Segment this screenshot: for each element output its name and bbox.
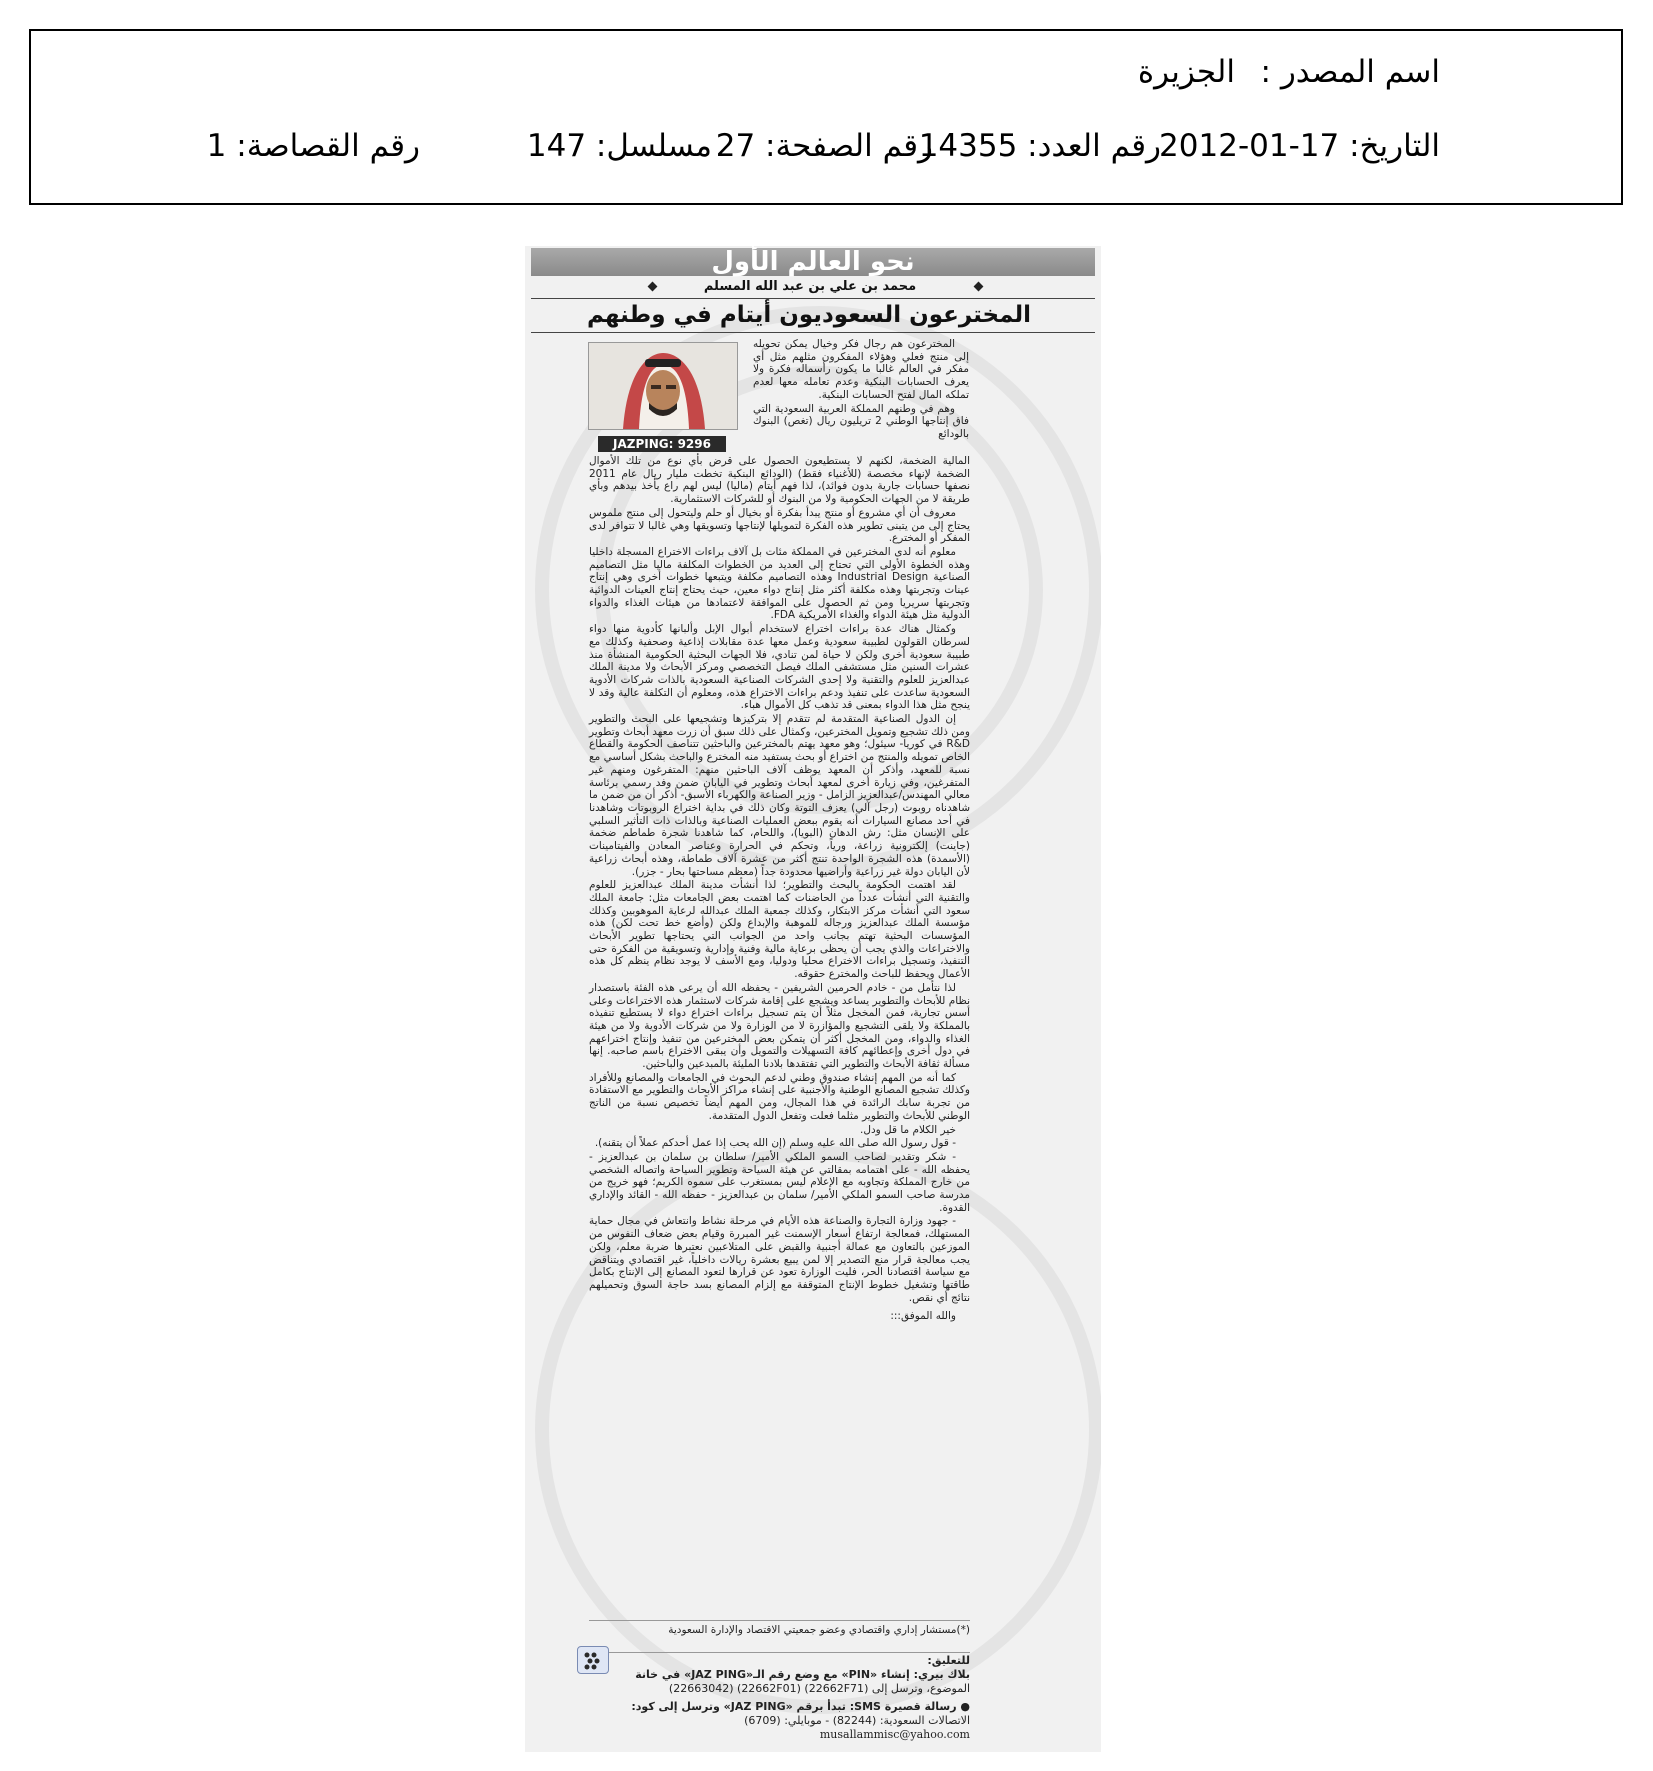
comment-label: للتعليق:: [927, 1654, 970, 1667]
article-headline: المخترعون السعوديون أيتام في وطنهم: [586, 302, 1032, 328]
blackberry-instructions: بلاك بيري: إنشاء «PIN» مع وضع رقم الـ«JAZ PING» في خانة: [635, 1668, 970, 1681]
body-paragraph: وكمثال هناك عدة براءات اختراع لاستخدام أبوال الإبل وألبانها كأدوية منها دواء لسرطان القولون لطبيبة سعودية وعمل معها عدة مقابلات إذاعية وصحفية وكذلك مع طبيبة سعودية أخرى ولكن لا حياة لمن تنادي، فلا الجهات البحثية الحكومية المنشأة منذ عشرات السنين مثل مستشفى الملك فيصل التخصصي ومركز الأبحاث ولا مدينة الملك عبدالعزيز للعلوم والتقنية ولا إحدى الشركات الصناعية السعودية بالذات شركات الأدوية السعودية ساعدت على تنفيذ ودعم براءات الاختراع هذه، ومعلوم أن التكلفة عالية وقد لا ينجح مثل هذا الدواء بمعنى قد تذهب كل الأموال هباء.: [589, 623, 970, 712]
sms-codes: الاتصالات السعودية: (82244) - موبايلي: (6709): [744, 1714, 970, 1727]
intro-paragraph: المخترعون هم رجال فكر وخيال يمكن تحويله إلى منتج فعلي وهؤلاء المفكرون مثلهم مثل أي مفكر في العالم غالبا ما يكون رأسماله فكرة ولا يعرف الحسابات البنكية وعدم تعامله معها لعدم تملكه المال لفتح الحسابات البنكية.: [753, 338, 969, 401]
footer-rule: [589, 1652, 970, 1653]
ornament-right: [974, 282, 984, 292]
body-paragraph: إن الدول الصناعية المتقدمة لم تتقدم إلا بتركيزها وتشجيعها على البحث والتطوير ومن ذلك تشجيع وتمويل المخترعين، وكمثال على ذلك سبق أن زرت معهد أبحاث وتطوير R&D في كوريا- سيئول؛ وهو معهد يهتم بالمخترعين والباحثين تتناصف الحكومة والقطاع الخاص تمويله والمنتج من اختراع أو بحث يستفيد منه المخترع والباحث بشكل أساسي مع نسبة للمعهد، وأذكر أن المعهد يوظف آلاف الباحثين منهم: المتفرغون ومنهم غير المتفرغين، وفي زيارة أخرى لمعهد أبحاث وتطوير في اليابان ضمن وفد رسمي برئاسة معالي المهندس/عبدالعزيز الزامل - وزير الصناعة والكهرباء الأسبق- أذكر أن من ضمن ما شاهدناه روبوت (رجل آلي) يعزف التوتة وكان ذلك في بداية اختراع الروبوتات وشاهدنا في أحد مصانع السيارات أنه يقوم ببعض العمليات الصناعية وبالذات ذات التأثير السلبي على الإنسان مثل: رش الدهان (البويا)، واللحام، كما شاهدنا شجرة طماطم ضخمة (جاينت) إلكترونية زراعة، ورياً، وتحكم في الحرارة وعناصر المعادن والفيتامينات (الأسمدة) هذه الشجرة الواحدة تنتج أكثر من عشرة آلاف طماطة، وهذه أبحاث زراعية لأن اليابان دولة غير زراعية وأراضيها محدودة جداً (معظم مساحتها بحار - جزر).: [589, 713, 970, 878]
newspaper-clipping: [525, 246, 1101, 1752]
article-intro: [753, 338, 969, 442]
body-paragraph: - قول رسول الله صلى الله عليه وسلم (إن الله يحب إذا عمل أحدكم عملاً أن يتقنه).: [594, 1137, 956, 1150]
date-field: التاريخ: 17-01-2012: [1159, 128, 1440, 164]
body-paragraph: المالية الضخمة، لكنهم لا يستطيعون الحصول على قرض بأي نوع من تلك الأموال الضخمة لإنهاء مخصصة (للأغنياء فقط) (الودائع البنكية تخطت مليار ريال عام 2011 نصفها حسابات جارية بدون فوائد)، لذا فهم أيتام (ماليا) ليس لهم راع يأخذ بيدهم وبأي طريقة لا من الجهات الحكومية ولا من البنوك أو للشركات الاستثمارية.: [589, 455, 970, 506]
author-byline: محمد بن علي بن عبد الله المسلم: [703, 279, 917, 294]
sms-instructions: ● رسالة قصيرة SMS: تبدأ برقم «JAZ PING» وترسل إلى كود:: [631, 1700, 970, 1713]
page-number-field: رقم الصفحة: 27: [715, 128, 933, 164]
author-portrait-svg: [589, 343, 737, 429]
author-email: musallammisc@yahoo.com: [819, 1728, 970, 1741]
byline-rule: [531, 298, 1095, 299]
clip-number-field: رقم القصاصة: 1: [206, 128, 420, 164]
body-paragraph: خير الكلام ما قل ودل.: [860, 1123, 956, 1136]
body-paragraph: - شكر وتقدير لصاحب السمو الملكي الأمير/ سلطان بن سلمان بن عبدالعزيز - يحفظه الله - على اهتمامه بمقالتي عن هيئة السياحة وتطوير السياحة واتصاله الشخصي من خارج المملكة وتجاوبه مع الإعلام ليس بمستغرب على سموه الكريم؛ فهو خريج من مدرسة صاحب السمو الملكي الأمير/ سلمان بن عبدالعزيز - حفظه الله - القائد والإداري القدوة.: [589, 1150, 970, 1214]
closing-line: والله الموفق:::: [890, 1310, 956, 1323]
body-paragraph: لقد اهتمت الحكومة بالبحث والتطوير؛ لذا أنشأت مدينة الملك عبدالعزيز للعلوم والتقنية التي أنشأت عدداً من الحاضنات كما اهتمت بعض الجامعات مثل: جامعة الملك سعود التي أنشأت مركز الابتكار، وكذلك جمعية الملك عبدالله لرعاية الموهوبين وكذلك مؤسسة الملك عبدالعزيز ورجاله للموهبة والإبداع ولكن (وأضع خط تحت لكن) هذه المؤسسات البحثية تهتم بجانب واحد من الجوانب التي يحتاجها تطوير الأبحاث والاختراعات والذي يجب أن يحظى برعاية مالية وفنية وإدارية وتسويقية من الفكرة حتى التنفيذ، وتسجيل براءات الاختراع محليا ودوليا، ومع الأسف لا يوجد نظام ينظم كل هذه الأعمال ويحفظ للباحث والمخترع حقوقه.: [589, 879, 970, 981]
footnote-rule: [589, 1620, 970, 1621]
blackberry-pin-codes: الموضوع، وترسل إلى (22662F71) (22662F01) (22663042): [668, 1682, 970, 1695]
body-paragraph: كما أنه من المهم إنشاء صندوق وطني لدعم البحوث في الجامعات والمصانع وللأفراد وكذلك تشجيع المصانع الوطنية والأجنبية على إنشاء مراكز الأبحاث والتطوير مع الاستفادة من تجربة سابك الرائدة في هذا المجال، ومن المهم أيضاً تخصيص نسبة من الناتج الوطني للأبحاث والتطوير مثلما فعلت وتفعل الدول المتقدمة.: [589, 1071, 970, 1122]
blackberry-icon: [577, 1646, 609, 1674]
body-paragraph: معروف أن أي مشروع أو منتج يبدأ بفكرة أو بخيال أو حلم وليتحول إلى منتج ملموس يحتاج إلى من يتبنى تطوير هذه الفكرة لتمويلها لإنتاجها وتسويقها وهي غالبا لا تتوافر لدى المفكر أو المخترع.: [589, 506, 970, 545]
author-footnote: (*)مستشار إداري واقتصادي وعضو جمعيتي الاقتصاد والإدارة السعودية: [668, 1624, 970, 1636]
author-code-badge: JAZPING: 9296: [598, 436, 726, 452]
serial-number-field: مسلسل: 147: [526, 128, 712, 164]
issue-number-field: رقم العدد: 14355: [918, 128, 1161, 164]
body-paragraph: معلوم أنه لدى المخترعين في المملكة مئات بل آلاف براءات الاختراع المسجلة داخليا وهذه الخطوة الأولى التي تحتاج إلى العديد من الخطوات المكلفة ماليا مثل التصاميم الصناعية Industrial Design وهذه التصاميم مكلفة ويتبعها خطوات أخرى وهي إنتاج عينات وتجربتها وهذه مكلفة أكثر مثل إنتاج دواء معين، حيث يحتاج إنتاج العينات الدوائية وتجربتها سريريا ومن ثم الحصول على الموافقة لاعتمادها من هيئات الغذاء والدواء الدولية مثل هيئة الدواء والغذاء الأمريكية FDA.: [589, 545, 971, 622]
body-paragraph: - جهود وزارة التجارة والصناعة هذه الأيام في مرحلة نشاط وانتعاش في مجال حماية المستهلك، فمعالجة ارتفاع أسعار الإسمنت غير المبررة وقيام بعض ضعاف النفوس من الموزعين بالتعاون مع عمالة أجنبية والقبض على المتلاعبين نعتبرها ضربة معلم، ولكن يجب معالجة قرار منع التصدير إلا لمن يبيع بعشرة ريالات داخلياً، غير اقتصادي ويتناقض مع سياسة اقتصادنا الحر، فليت الوزارة تعود عن قرارها لتعود المصانع إلى الإنتاج بكامل طاقتها وتشغيل خطوط الإنتاج المتوقفة مع إلزام المصانع بسد حاجة السوق وتحميلهم نتائج أي نقص.: [589, 1215, 970, 1304]
source-value: الجزيرة: [1137, 54, 1235, 90]
source-label: اسم المصدر :: [1260, 54, 1440, 90]
intro-paragraph: وهم في وطنهم المملكة العربية السعودية التي فاق إنتاجها الوطني 2 تريليون ريال (تغص) البنوك بالودائع: [753, 402, 969, 440]
headline-rule: [531, 332, 1095, 333]
column-title: نحو العالم الأول: [531, 248, 1095, 276]
author-photo: [588, 342, 738, 430]
body-paragraph: لذا نتأمل من - خادم الحرمين الشريفين - يحفظه الله أن يرعى هذه الفئة باستصدار نظام للأبحاث والتطوير يساعد ويشجع على إقامة شركات لاستثمار هذه الاختراعات وعلى أسس تجارية، فمن المخجل مثلاً أن يتم تسجيل براءات اختراع دواء لا يستطيع تنفيذه بالمملكة ولا يلقى التشجيع والمؤازرة لا من الوزارة ولا من شركات الأدوية ولا من هيئة الغذاء والدواء، ومن المخجل أكثر أن يتمكن بعض المخترعين من تنفيذ وإنتاج اختراعهم في دول أخرى وإعطائهم كافة التسهيلات والتمويل وأن يبقى الاختراع باسم صاحبه. إنها مسألة ثقافة الأبحاث والتطوير التي تفتقدها بلادنا المليئة بالمبدعين والباحثين.: [589, 981, 970, 1071]
article-body: [589, 455, 970, 1324]
